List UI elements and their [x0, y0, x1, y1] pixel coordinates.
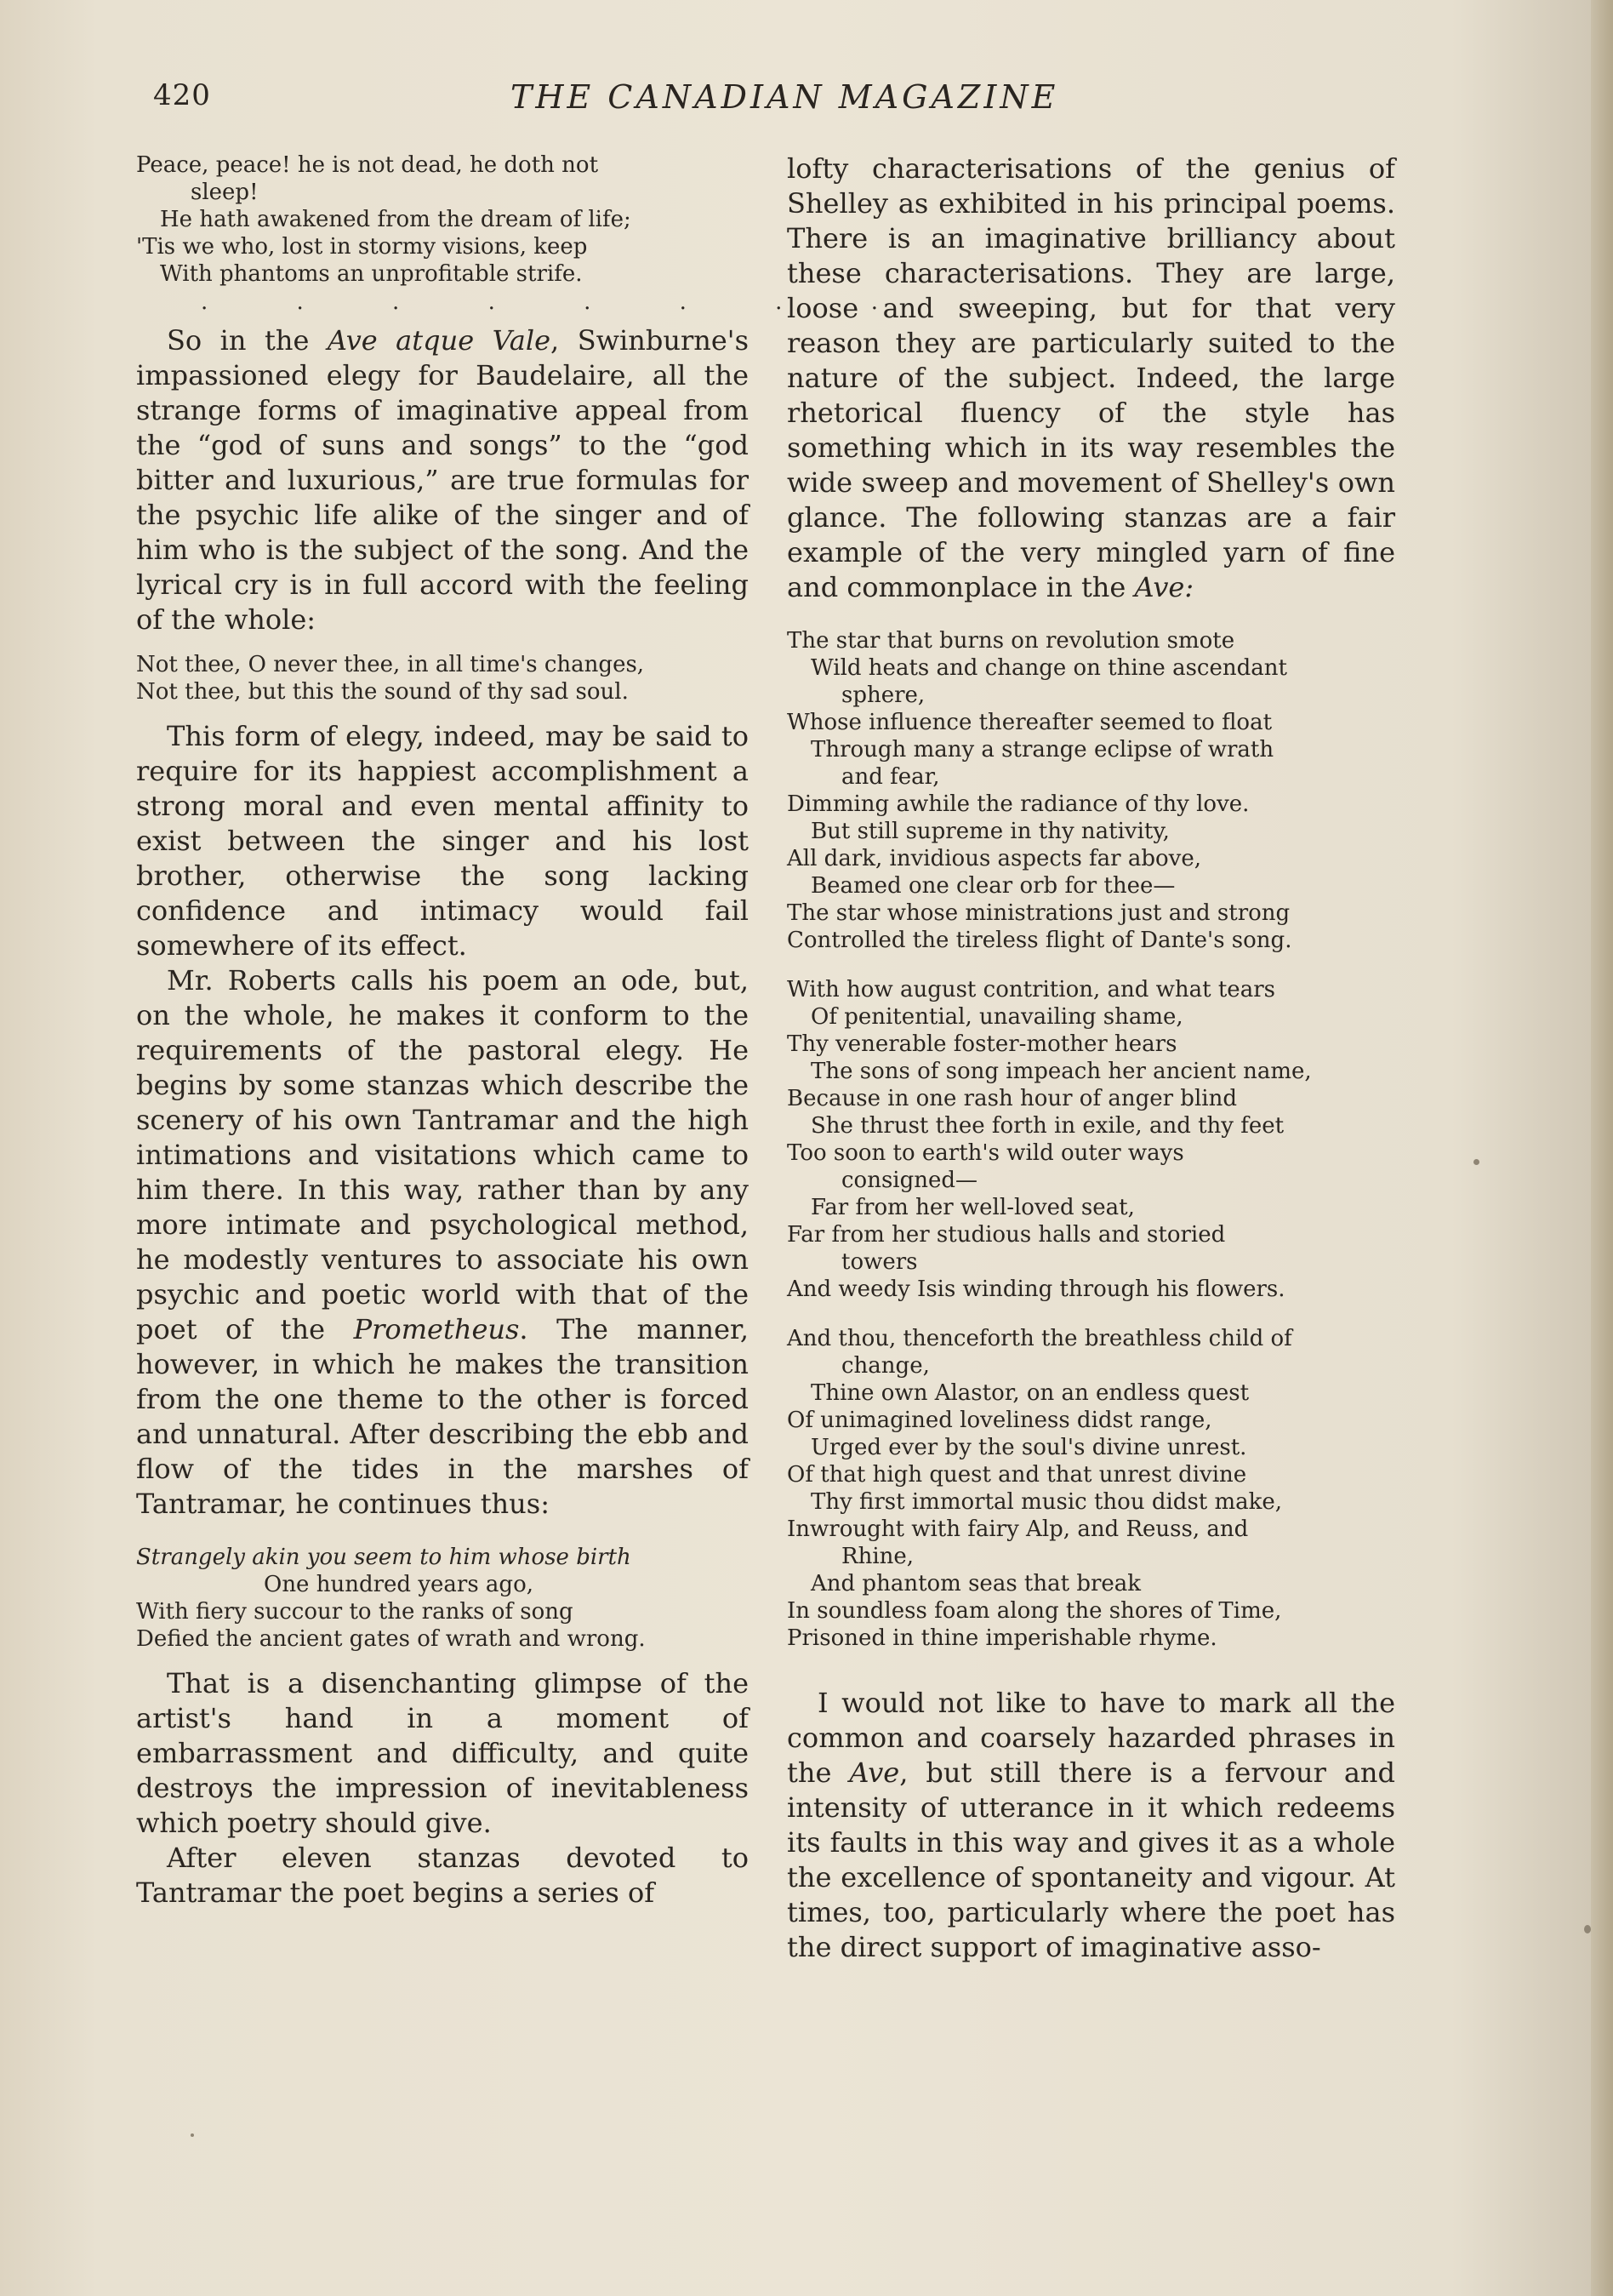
verse-quote-3: [136, 1544, 749, 1653]
page-header: [153, 78, 1429, 129]
verse-line: Defied the ancient gates of wrath and wrong.: [136, 1626, 646, 1652]
verse-line: Strangely akin you seem to him whose birth: [136, 1545, 631, 1570]
verse-line: Thy first immortal music thou didst make,: [811, 1489, 1283, 1515]
verse-line: One hundred years ago,: [264, 1572, 533, 1597]
verse-line: Peace, peace! he is not dead, he doth not: [136, 152, 599, 178]
verse-line: Far from her studious halls and storied: [787, 1222, 1226, 1248]
verse-line: sphere,: [841, 683, 926, 708]
paragraph: I would not like to have to mark all the common and coarsely hazarded phrases in the Ave, but still there is a fervour and intensity of utterance in it which redeems its faults in this way and gives it as a whole the excellence of spontaneity and vigour. At times, too, particularly where the poet has the direct support of imaginative asso-: [787, 1687, 1396, 1963]
verse-line: All dark, invidious aspects far above,: [787, 846, 1202, 871]
verse-line: 'Tis we who, lost in stormy visions, keep: [136, 234, 588, 260]
poem-title: Ave:: [1134, 571, 1194, 603]
verse-line: She thrust thee forth in exile, and thy feet: [811, 1113, 1285, 1139]
verse-line: Of penitential, unavailing shame,: [811, 1004, 1183, 1030]
verse-line: The star that burns on revolution smote: [787, 628, 1235, 654]
verse-line: Of that high quest and that unrest divine: [787, 1462, 1247, 1488]
verse-line: Dimming awhile the radiance of thy love.: [787, 791, 1250, 817]
verse-line: With phantoms an unprofitable strife.: [160, 261, 583, 287]
verse-line: In soundless foam along the shores of Time,: [787, 1598, 1282, 1624]
paper-speck: [1473, 1159, 1479, 1165]
ellipsis-divider: . . . . . . . . .: [201, 289, 1015, 315]
verse-line: With fiery succour to the ranks of song: [136, 1599, 573, 1625]
running-head: THE CANADIAN MAGAZINE: [510, 78, 1059, 116]
verse-line: Beamed one clear orb for thee—: [811, 873, 1176, 899]
paper-speck: [1584, 1925, 1591, 1933]
verse-line: Thy venerable foster-mother hears: [787, 1031, 1177, 1057]
verse-line: Prisoned in thine imperishable rhyme.: [787, 1625, 1217, 1651]
paper-speck: [191, 2133, 194, 2137]
verse-line: Because in one rash hour of anger blind: [787, 1086, 1237, 1111]
verse-line: Not thee, O never thee, in all time's changes,: [136, 652, 645, 677]
poem-title: Prometheus: [353, 1313, 520, 1345]
verse-line: Far from her well-loved seat,: [811, 1195, 1135, 1220]
paragraph: This form of elegy, indeed, may be said to require for its happiest accomplishment a strong moral and even mental affinity to exist between the singer and his lost brother, otherwise the song lacking confidence and intimacy would fail somewhere of its effect.: [136, 720, 749, 962]
verse-line: consigned—: [841, 1168, 978, 1193]
page-spine-shadow: [1591, 0, 1613, 2296]
verse-line: And weedy Isis winding through his flowers.: [787, 1277, 1285, 1302]
verse-line: Rhine,: [841, 1544, 915, 1569]
verse-line: sleep!: [191, 180, 259, 205]
verse-line: And phantom seas that break: [811, 1571, 1142, 1596]
paragraph: That is a disenchanting glimpse of the artist's hand in a moment of embarrassment and difficulty, and quite destroys the impression of inevitableness which poetry should give.: [136, 1667, 749, 1839]
verse-line: Too soon to earth's wild outer ways: [787, 1140, 1184, 1166]
verse-line: He hath awakened from the dream of life;: [160, 207, 631, 232]
stanza-1: [787, 627, 1395, 954]
verse-line: Inwrought with fairy Alp, and Reuss, and: [787, 1516, 1249, 1542]
right-column: [787, 151, 1395, 1965]
poem-title: Ave atque Vale: [327, 324, 551, 357]
stanza-3: [787, 1325, 1395, 1652]
paragraph: Mr. Roberts calls his poem an ode, but, on the whole, he makes it conform to the requirements of the pastoral elegy. He begins by some stanzas which describe the scenery of his own Tantramar and the high intimations and visitations which came to him there. In this way, rather than by any more intimate and psychological method, he modestly ventures to associate his own psychic and poetic world with that of the poet of the Prometheus. The manner, however, in which he makes the transition from the one theme to the other is forced and unnatural. After describing the ebb and flow of the tides in the marshes of Tantramar, he continues thus:: [136, 964, 750, 1520]
verse-line: Wild heats and change on thine ascendant: [811, 655, 1287, 681]
page-number: 420: [153, 78, 211, 112]
stanza-2: [787, 976, 1395, 1303]
verse-quote-1: [136, 151, 749, 288]
paragraph: After eleven stanzas devoted to Tantramar the poet begins a series of: [136, 1842, 749, 1909]
verse-line: towers: [841, 1249, 918, 1275]
poem-title: Ave: [849, 1756, 900, 1789]
verse-line: Whose influence thereafter seemed to float: [787, 710, 1273, 735]
paragraph: lofty characterisations of the genius of Shelley as exhibited in his principal poems. There is an imaginative brilliancy about these characterisations. They are large, loose and sweeping, but for that very reason they are particularly suited to the nature of the subject. Indeed, the large rhetorical fluency of the style has something which in its way resembles the wide sweep and movement of Shelley's own glance. The following stanzas are a fair example of the very mingled yarn of fine and commonplace in the Ave:: [787, 152, 1395, 603]
verse-line: The star whose ministrations just and strong: [787, 900, 1291, 926]
verse-line: Not thee, but this the sound of thy sad soul.: [136, 679, 629, 705]
verse-line: And thou, thenceforth the breathless child of: [787, 1326, 1292, 1351]
verse-line: But still supreme in thy nativity,: [811, 819, 1170, 844]
verse-line: change,: [841, 1353, 930, 1379]
verse-line: Of unimagined loveliness didst range,: [787, 1408, 1212, 1433]
verse-line: With how august contrition, and what tears: [787, 977, 1275, 1002]
verse-line: Through many a strange eclipse of wrath: [811, 737, 1274, 762]
verse-line: Controlled the tireless flight of Dante's song.: [787, 928, 1292, 953]
verse-line: Urged ever by the soul's divine unrest.: [811, 1435, 1247, 1460]
paragraph: So in the Ave atque Vale, Swinburne's impassioned elegy for Baudelaire, all the strange forms of imaginative appeal from the “god of suns and songs” to the “god bitter and luxurious,” are true formulas for the psychic life alike of the singer and of him who is the subject of the song. And the lyrical cry is in full accord with the feeling of the whole:: [136, 324, 750, 636]
verse-line: and fear,: [841, 764, 940, 790]
verse-line: The sons of song impeach her ancient name,: [811, 1059, 1312, 1084]
verse-line: Thine own Alastor, on an endless quest: [811, 1380, 1250, 1406]
verse-quote-2: [136, 651, 749, 705]
